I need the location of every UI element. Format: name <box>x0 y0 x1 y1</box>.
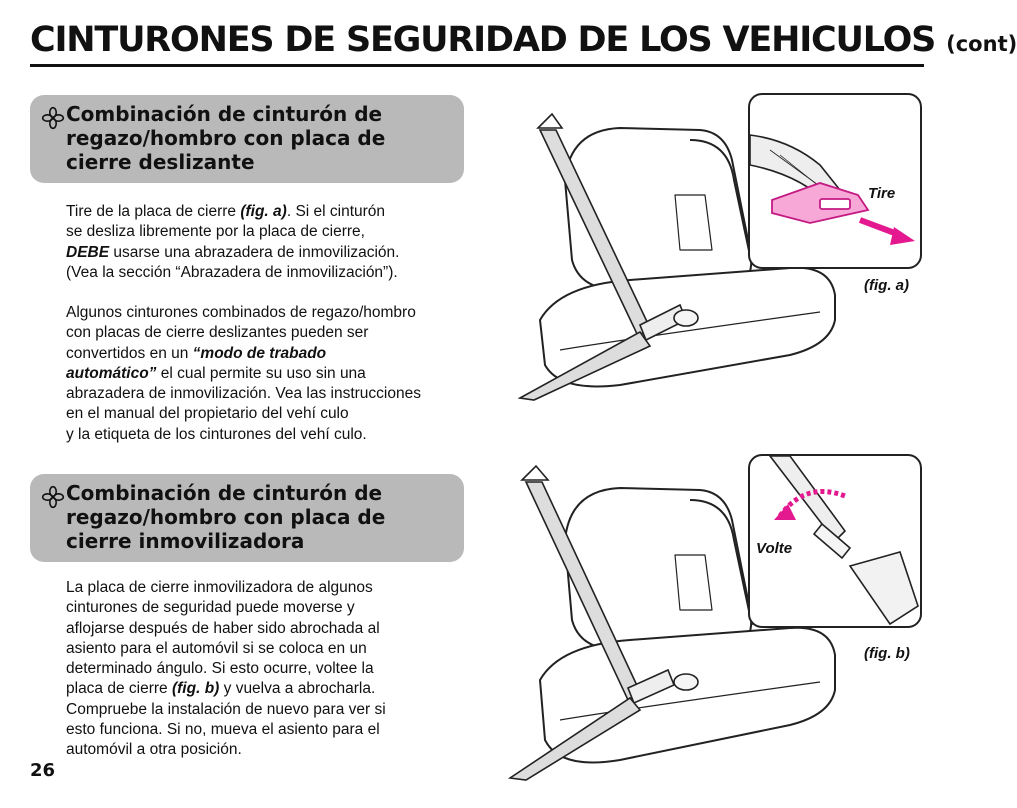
text-run: el cual permite su uso sin una <box>156 364 366 382</box>
text-line: aflojarse después de haber sido abrochada al <box>66 619 380 637</box>
text-line: se desliza libremente por la placa de cierre, <box>66 223 365 241</box>
text-run: usarse una abrazadera de inmovilización. <box>109 243 400 261</box>
text-line: La placa de cierre inmovilizadora de algunos <box>66 579 373 596</box>
section1-header <box>30 95 464 183</box>
section1-paragraph2 <box>66 303 486 445</box>
page-title <box>30 20 1017 60</box>
fig-b-reference: (fig. b) <box>171 680 220 698</box>
text-line: determinado ángulo. Si esto ocurre, voltee la <box>66 660 374 678</box>
text-line: en el manual del propietario del vehí culo <box>66 405 349 423</box>
fig-b-callout: Volte <box>756 540 793 557</box>
text-run: Tire de la placa de cierre <box>66 203 241 220</box>
section2-heading-line: cierre inmovilizadora <box>66 529 305 553</box>
text-line: Algunos cinturones combinados de regazo/hombro <box>66 304 416 321</box>
section1-heading-line: cierre deslizante <box>66 150 255 174</box>
emphasis-locking-mode: “modo de trabado <box>192 344 327 362</box>
fig-a-caption: (fig. a) <box>864 277 909 294</box>
emphasis-debe: DEBE <box>66 243 110 261</box>
text-line: cinturones de seguridad puede moverse y <box>66 599 355 617</box>
text-line: Compruebe la instalación de nuevo para ver si <box>66 700 386 718</box>
section2-heading <box>66 481 385 553</box>
section1-paragraph1 <box>66 202 486 283</box>
page-title-suffix: (cont) <box>946 32 1017 56</box>
fig-a-callout: Tire <box>868 185 896 202</box>
emphasis-locking-mode: automático” <box>66 364 157 382</box>
pull-arrow-icon <box>890 227 915 245</box>
text-run: . Si el cinturón <box>286 203 386 220</box>
section1-heading <box>66 102 385 174</box>
title-rule <box>30 64 924 67</box>
section2-header <box>30 474 464 562</box>
section1-heading-line: Combinación de cinturón de <box>66 102 383 126</box>
text-run: y vuelva a abrocharla. <box>219 680 376 698</box>
fig-a-reference: (fig. a) <box>240 203 287 220</box>
flower-bullet-icon <box>42 107 64 129</box>
section2-heading-line: Combinación de cinturón de <box>66 481 383 505</box>
fig-b-inset <box>748 454 922 628</box>
text-run: placa de cierre <box>66 680 172 698</box>
text-run: convertidos en un <box>66 344 193 362</box>
text-line: automóvil a otra posición. <box>66 741 242 759</box>
text-line: con placas de cierre deslizantes pueden ser <box>66 324 369 342</box>
fig-a-inset <box>748 93 922 269</box>
text-line: asiento para el automóvil si se coloca en un <box>66 639 367 657</box>
text-line: abrazadera de inmovilización. Vea las instrucciones <box>66 385 421 403</box>
fig-b-caption: (fig. b) <box>864 645 910 662</box>
page-number: 26 <box>30 760 56 781</box>
section2-heading-line: regazo/hombro con placa de <box>66 505 386 529</box>
page-title-text: CINTURONES DE SEGURIDAD DE LOS VEHICULOS <box>30 20 936 60</box>
text-line: y la etiqueta de los cinturones del vehí culo. <box>66 425 367 443</box>
section1-heading-line: regazo/hombro con placa de <box>66 126 386 150</box>
text-line: esto funciona. Si no, mueva el asiento para el <box>66 721 380 739</box>
section2-paragraph <box>66 578 486 761</box>
latch-pull-diagram <box>750 95 920 267</box>
text-line: (Vea la sección “Abrazadera de inmovilización”). <box>66 263 398 281</box>
flower-bullet-icon <box>42 486 64 508</box>
